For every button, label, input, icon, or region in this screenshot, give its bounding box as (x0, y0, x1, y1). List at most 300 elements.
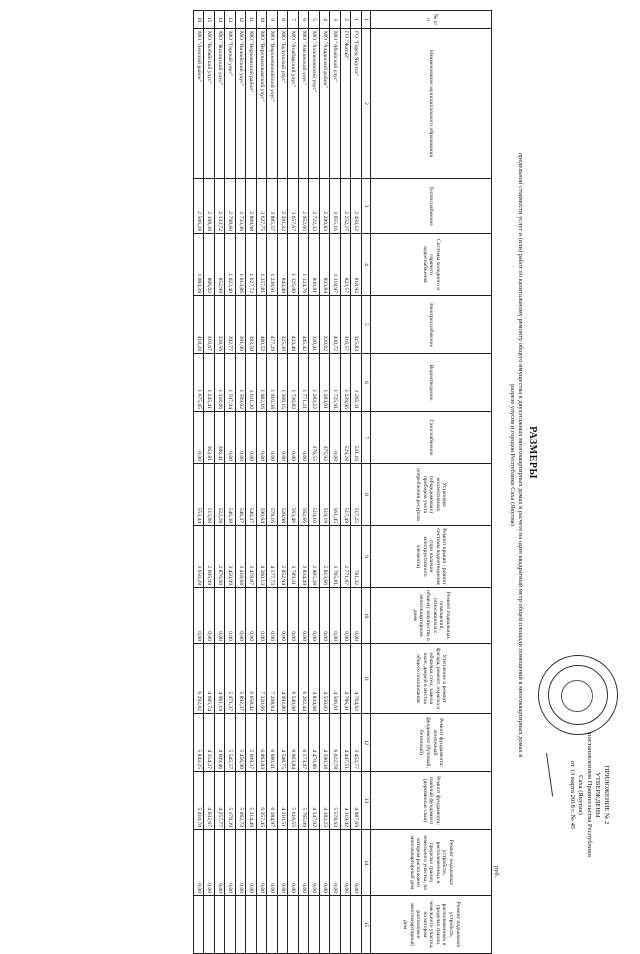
cost-cell: 320,41 (309, 296, 320, 354)
municipality-name: МО "Горный улус" (225, 29, 236, 179)
cost-cell: 4 147,02 (309, 772, 320, 830)
cost-cell: 2 506,28 (194, 179, 205, 234)
cost-cell: 1 771,21 (299, 354, 310, 412)
cost-cell: 2 809,98 (246, 179, 257, 234)
cost-cell: 0,00 (330, 830, 341, 896)
column-number: 2 (362, 29, 371, 179)
column-number: 4 (362, 234, 371, 296)
municipality-name: МО "Верхоянский район" (246, 29, 257, 179)
cost-cell: 480,52 (257, 296, 268, 354)
table-row (320, 11, 331, 954)
cost-cell: 2 201,32 (278, 179, 289, 234)
approval-block (568, 730, 611, 860)
cost-cell: 0,00 (330, 588, 341, 644)
cost-cell: 2 876,60 (215, 526, 226, 588)
column-header-13: Ремонт фундамента: свайный фундамент (деревянные сваи) (371, 772, 492, 830)
cost-cell: 3 834,49 (299, 526, 310, 588)
empty-cell (257, 896, 268, 954)
cost-cell: 553,44 (194, 464, 205, 526)
column-header-4: Системы холодного и горячего водоснабжения (371, 234, 492, 296)
cost-cell: 529,28 (341, 412, 352, 464)
cost-cell: 5 843,25 (194, 714, 205, 772)
column-header-15: Ремонт подъемных устройств, расположенных в пределах границ земельного участка, на котором расположен многоквартирный дом (371, 896, 492, 954)
cost-cell: 3 418,68 (236, 526, 247, 588)
cost-cell: 0,00 (278, 588, 289, 644)
cost-cell: 3 450,99 (225, 526, 236, 588)
cost-cell: 0,00 (299, 588, 310, 644)
cost-cell: 781,32 (351, 526, 362, 588)
row-number: 15 (204, 11, 215, 29)
table-row (204, 11, 215, 954)
cost-cell: 0,00 (351, 588, 362, 644)
cost-cell: 1 265,11 (351, 354, 362, 412)
cost-cell: 4 786,41 (341, 644, 352, 714)
municipality-name: МО "Аллаиховский улус" (309, 29, 320, 179)
cost-cell: 1 027,72 (246, 234, 257, 296)
cost-cell: 6 063,84 (288, 714, 299, 772)
column-header-1: № п/п (371, 11, 492, 29)
column-number: 11 (362, 644, 371, 714)
row-number: 13 (225, 11, 236, 29)
cost-cell: 531,16 (351, 412, 362, 464)
cost-cell: 6 173,47 (299, 714, 310, 772)
cost-cell: 1 023,40 (225, 234, 236, 296)
cost-cell: 4 987,69 (351, 772, 362, 830)
cost-cell: 3 478,87 (246, 526, 257, 588)
cost-cell: 1 238,91 (267, 234, 278, 296)
cost-cell: 0,00 (267, 588, 278, 644)
column-header-2: Наименование муниципального образования (371, 29, 492, 179)
cost-cell: 4 961,19 (215, 644, 226, 714)
cost-cell: 2 798,60 (225, 179, 236, 234)
cost-cell: 546,38 (225, 464, 236, 526)
empty-cell (267, 896, 278, 954)
cost-cell: 5 214,49 (246, 772, 257, 830)
empty-cell (236, 896, 247, 954)
cost-cell: 563,46 (288, 464, 299, 526)
column-header-3: Теплоснабжение (371, 179, 492, 234)
cost-cell: 2 133,72 (215, 179, 226, 234)
document-subtitle: предельной стоимости услуг и (или) работ по капитальному ремонту общего имущества в двухэтажных многоквартирных домах в расчете на один квадратный метр общей площади помещений в многоквартирных домах в разрезе улусов и городов Республики Саха (Якутия) (509, 152, 524, 758)
cost-cell: 3 650,28 (194, 526, 205, 588)
municipality-name: МО "Ленский район" (194, 29, 205, 179)
cost-cell: 4 119,42 (341, 772, 352, 830)
cost-cell: 2 852,94 (278, 526, 289, 588)
cost-cell: 4 210,51 (278, 772, 289, 830)
column-number: 7 (362, 412, 371, 464)
municipality-name: МО "Амгинский улус" (299, 29, 310, 179)
cost-cell: 562,66 (299, 464, 310, 526)
cost-cell: 0,00 (288, 830, 299, 896)
cost-cell: 4 548,75 (278, 714, 289, 772)
cost-cell: 1 124,76 (299, 234, 310, 296)
empty-cell (320, 896, 331, 954)
row-number: 2 (341, 11, 352, 29)
cost-cell: 517,25 (351, 464, 362, 526)
cost-cell: 3 765,81 (330, 526, 341, 588)
cost-cell: 0,00 (236, 588, 247, 644)
municipality-name: ГО "Город Якутск" (351, 29, 362, 179)
cost-cell: 823,57 (341, 234, 352, 296)
row-number: 8 (278, 11, 289, 29)
municipality-name: МО "Алданский район" (320, 29, 331, 179)
cost-cell: 2 108,38 (204, 179, 215, 234)
cost-cell: 1 736,83 (288, 354, 299, 412)
table-row (215, 11, 226, 954)
cost-cell: 0,00 (257, 412, 268, 464)
cost-cell: 0,00 (246, 412, 257, 464)
cost-cell: 522,28 (215, 464, 226, 526)
cost-cell: 4 257,77 (215, 772, 226, 830)
cost-cell: 325,30 (278, 296, 289, 354)
cost-cell: 0,00 (330, 412, 341, 464)
cost-cell: 1 125,00 (288, 234, 299, 296)
cost-cell: 4 470,86 (309, 714, 320, 772)
cost-cell: 1 982,16 (257, 354, 268, 412)
cost-cell: 2 813,66 (320, 526, 331, 588)
cost-cell: 590,64 (257, 464, 268, 526)
cost-cell: 1 283,22 (309, 354, 320, 412)
row-number: 10 (257, 11, 268, 29)
empty-cell (341, 896, 352, 954)
cost-cell: 430,72 (330, 296, 341, 354)
cost-cell: 5 892,37 (236, 644, 247, 714)
column-number: 14 (362, 830, 371, 896)
cost-cell: 433,48 (288, 296, 299, 354)
table-row (278, 11, 289, 954)
cost-cell: 517,49 (341, 464, 352, 526)
unit-label: руб. (493, 866, 500, 878)
handwritten-signature (546, 751, 563, 796)
cost-cell: 5 456,90 (236, 714, 247, 772)
approved-by: постановлением Правительства Республики Саха (Якутия) (577, 733, 593, 857)
row-number: 3 (330, 11, 341, 29)
cost-cell: 0,00 (341, 830, 352, 896)
empty-cell (225, 896, 236, 954)
cost-cell: 1 084,39 (194, 234, 205, 296)
cost-cell: 5 062,73 (236, 772, 247, 830)
cost-cell: 3 885,57 (267, 179, 278, 234)
empty-cell (330, 896, 341, 954)
empty-cell (288, 896, 299, 954)
cost-cell: 1 245,41 (204, 354, 215, 412)
column-header-9: Ремонт крыши / ремонт системы водоотведения (при наличии конструктивного элемента) (371, 526, 492, 588)
cost-cell: 7 208,64 (267, 644, 278, 714)
cost-cell: 0,00 (204, 830, 215, 896)
table-row (225, 11, 236, 954)
approved-label: УТВЕРЖДЕНЫ (594, 772, 602, 818)
cost-cell: 0,00 (204, 588, 215, 644)
cost-cell: 4 764,02 (351, 644, 362, 714)
table-row (267, 11, 278, 954)
cost-cell: 376,55 (309, 412, 320, 464)
column-number: 5 (362, 296, 371, 354)
cost-cell: 0,00 (278, 412, 289, 464)
cost-cell: 0,00 (288, 588, 299, 644)
cost-cell: 1 283,61 (320, 354, 331, 412)
column-number-row (362, 11, 371, 954)
cost-cell: 6 357,45 (257, 772, 268, 830)
column-number: 13 (362, 772, 371, 830)
cost-cell: 316,57 (341, 296, 352, 354)
municipality-name: МО "Кобяйский улус" (204, 29, 215, 179)
row-number: 12 (236, 11, 247, 29)
document-title: РАЗМЕРЫ (527, 426, 538, 479)
cost-cell: 3 055,16 (330, 179, 341, 234)
cost-cell: 0,00 (267, 830, 278, 896)
cost-cell: 5 765,09 (299, 772, 310, 830)
cost-cell: 5 578,63 (330, 772, 341, 830)
cost-cell: 519,19 (320, 464, 331, 526)
municipality-name: ГО "Жатай" (341, 29, 352, 179)
cost-cell: 852,99 (215, 234, 226, 296)
cost-cell: 6 202,44 (299, 644, 310, 714)
municipality-name: МО "Верхневилюйский улус" (267, 29, 278, 179)
official-seal (538, 655, 618, 735)
cost-cell: 2 805,28 (309, 526, 320, 588)
cost-cell: 519,10 (309, 464, 320, 526)
column-header-8: Установка коллективных (общедомовых) приборов учета потребления ресурсов (371, 464, 492, 526)
cost-cell: 6 680,41 (267, 714, 278, 772)
column-header-10: Ремонт подвальных помещений, относящихся к общему имуществу в многоквартирном доме (371, 588, 492, 644)
cost-cell: 4 685,74 (204, 644, 215, 714)
cost-cell: 3 453,77 (351, 714, 362, 772)
approval-date: от 13 марта 2018 г. № 45 (569, 760, 576, 830)
cost-cell: 0,00 (225, 588, 236, 644)
empty-cell (215, 896, 226, 954)
cost-cell: 0,00 (299, 412, 310, 464)
cost-cell: 4 609,46 (215, 714, 226, 772)
appendix-label: ПРИЛОЖЕНИЕ № 2 (603, 765, 610, 825)
cost-cell: 6 863,83 (257, 714, 268, 772)
column-header-6: Водоотведение (371, 354, 492, 412)
cost-cell: 0,00 (288, 412, 299, 464)
cost-cell: 2 252,27 (341, 179, 352, 234)
municipality-name: МО "Абыйский улус" (330, 29, 341, 179)
empty-cell (194, 896, 205, 954)
cost-cell: 375,92 (320, 412, 331, 464)
cost-cell: 1 725,91 (330, 354, 341, 412)
table-row (330, 11, 341, 954)
cost-cell: 830,81 (309, 234, 320, 296)
cost-cell: 520,98 (278, 464, 289, 526)
cost-cell: 1 597,04 (225, 354, 236, 412)
cost-cell: 2 695,99 (204, 526, 215, 588)
empty-cell (299, 896, 310, 954)
cost-cell: 0,00 (215, 830, 226, 896)
cost-cell: 1 118,97 (330, 234, 341, 296)
row-number: 4 (320, 11, 331, 29)
cost-cell: 2 722,33 (309, 179, 320, 234)
cost-cell: 0,00 (194, 412, 205, 464)
cost-cell: 0,00 (194, 588, 205, 644)
cost-cell: 4 992,80 (278, 644, 289, 714)
cost-cell: 5 616,55 (288, 772, 299, 830)
cost-cell: 0,00 (236, 412, 247, 464)
municipality-name: МО "Булунский улус" (278, 29, 289, 179)
cost-cell: 6 292,02 (194, 644, 205, 714)
cost-cell: 1 318,06 (215, 354, 226, 412)
cost-cell: 546,37 (236, 464, 247, 526)
cost-cell: 2 450,12 (351, 179, 362, 234)
municipality-name: МО "Верхнеколымский улус" (257, 29, 268, 179)
cost-cell: 1 239,96 (341, 354, 352, 412)
cost-cell: 6 184,97 (267, 772, 278, 830)
cost-cell: 0,00 (225, 412, 236, 464)
cost-cell: 2 280,83 (320, 179, 331, 234)
table-row (351, 11, 362, 954)
cost-cell: 0,00 (267, 412, 278, 464)
column-header-5: Электроснабжение (371, 296, 492, 354)
row-number: 6 (299, 11, 310, 29)
cost-cell: 0,00 (278, 830, 289, 896)
cost-cell: 2 952,05 (299, 179, 310, 234)
column-header-14: Ремонт подъемных устройств, расположенных в пределах границ земельного участка, на котором расположен многоквартирный дом (371, 830, 492, 896)
cost-cell: 310,67 (204, 296, 215, 354)
cost-cell: 6 022,78 (330, 714, 341, 772)
cost-cell: 445,42 (299, 296, 310, 354)
cost-cell: 4 183,23 (320, 772, 331, 830)
cost-cell: 393,50 (246, 296, 257, 354)
cost-cell: 0,00 (320, 588, 331, 644)
cost-cell: 1 013,86 (236, 234, 247, 296)
cost-cell: 515,08 (204, 464, 215, 526)
cost-cell: 5 545,57 (225, 714, 236, 772)
cost-cell: 4 447,51 (341, 714, 352, 772)
cost-cell: 5 178,39 (225, 772, 236, 830)
cost-cell: 4 590,38 (320, 714, 331, 772)
column-number: 10 (362, 588, 371, 644)
row-number: 11 (246, 11, 257, 29)
cost-cell: 5 971,37 (225, 644, 236, 714)
table-row (194, 11, 205, 954)
municipality-name: МО "Вилюйский улус" (236, 29, 247, 179)
cost-cell: 4 354,27 (204, 714, 215, 772)
column-number: 8 (362, 464, 371, 526)
cost-cell: 546,37 (246, 464, 257, 526)
column-number: 9 (362, 526, 371, 588)
table-row (341, 11, 352, 954)
cost-cell: 0,00 (236, 830, 247, 896)
empty-cell (309, 896, 320, 954)
row-number: 1 (351, 11, 362, 29)
empty-cell (351, 896, 362, 954)
table-row (309, 11, 320, 954)
cost-cell: 4 177,73 (267, 526, 278, 588)
cost-cell: 1 611,30 (246, 354, 257, 412)
empty-cell (278, 896, 289, 954)
cost-cell: 0,00 (299, 830, 310, 896)
cost-cell: 0,00 (351, 830, 362, 896)
cost-cell: 0,00 (225, 830, 236, 896)
cost-cell: 561,45 (330, 464, 341, 526)
table-row (257, 11, 268, 954)
cost-cell: 0,00 (215, 588, 226, 644)
table-body (194, 11, 362, 954)
cost-cell: 0,00 (194, 830, 205, 896)
empty-cell (204, 896, 215, 954)
cost-cell: 4 834,08 (309, 644, 320, 714)
cost-cell: 1 910,38 (267, 354, 278, 412)
municipality-name: МО "Жиганский улус" (215, 29, 226, 179)
municipality-name: МО "Анабарский улус" (288, 29, 299, 179)
cost-cell: 843,40 (278, 234, 289, 296)
cost-cell: 806,02 (204, 234, 215, 296)
cost-cell: 386,41 (215, 412, 226, 464)
column-number: 3 (362, 179, 371, 234)
cost-cell: 328,56 (215, 296, 226, 354)
cost-cell: 4 506,61 (330, 644, 341, 714)
cost-cell: 2 771,87 (341, 526, 352, 588)
cost-cell: 0,00 (246, 830, 257, 896)
table-row (299, 11, 310, 954)
cost-cell: 418,20 (194, 296, 205, 354)
cost-cell: 3 789,31 (288, 526, 299, 588)
column-number: 6 (362, 354, 371, 412)
cost-cell: 5 609,37 (246, 714, 257, 772)
cost-cell: 2 733,36 (236, 179, 247, 234)
cost-cell: 4 032,67 (204, 772, 215, 830)
cost-cell: 6 540,08 (288, 644, 299, 714)
cost-cell: 5 410,70 (194, 772, 205, 830)
column-number: 12 (362, 714, 371, 772)
cost-cell: 320,02 (320, 296, 331, 354)
cost-cell: 0,00 (257, 588, 268, 644)
column-number: 15 (362, 896, 371, 954)
cost-cell: 833,84 (320, 234, 331, 296)
column-header-11: Утепление и ремонт фасада, ремонт, окраска и обшивка стен, замена окон, дверей в местах общего пользования (371, 644, 492, 714)
table-row (246, 11, 257, 954)
cost-cell: 0,00 (246, 588, 257, 644)
row-number: 5 (309, 11, 320, 29)
cost-table (193, 10, 492, 954)
cost-cell: 1 257,81 (257, 234, 268, 296)
column-header-7: Газоснабжение (371, 412, 492, 464)
row-number: 9 (267, 11, 278, 29)
cost-cell: 4 260,13 (257, 526, 268, 588)
table-header-row (371, 11, 492, 954)
cost-cell: 4 550,03 (320, 644, 331, 714)
cost-cell: 578,16 (267, 464, 278, 526)
row-number: 7 (288, 11, 299, 29)
cost-cell: 392,77 (225, 296, 236, 354)
row-number: 16 (194, 11, 205, 29)
empty-cell (246, 896, 257, 954)
cost-cell: 315,83 (351, 296, 362, 354)
cost-cell: 1 675,45 (194, 354, 205, 412)
cost-cell: 1 306,15 (278, 354, 289, 412)
cost-cell: 0,00 (257, 830, 268, 896)
cost-cell: 0,00 (309, 588, 320, 644)
cost-cell: 1 569,62 (236, 354, 247, 412)
cost-cell: 6 058,42 (246, 644, 257, 714)
table-row (288, 11, 299, 954)
cost-cell: 0,00 (341, 588, 352, 644)
cost-cell: 363,81 (204, 412, 215, 464)
column-header-12: Ремонт фундамента: ленточный фундамент (бутовый, бетонный) (371, 714, 492, 772)
cost-cell: 3 057,67 (288, 179, 299, 234)
cost-cell: 477,29 (267, 296, 278, 354)
cost-cell: 7 320,66 (257, 644, 268, 714)
table-row (236, 11, 247, 954)
cost-cell: 0,00 (309, 830, 320, 896)
cost-cell: 818,92 (351, 234, 362, 296)
cost-cell: 3 627,75 (257, 179, 268, 234)
cost-cell: 0,00 (320, 830, 331, 896)
column-number: 1 (362, 11, 371, 29)
cost-cell: 391,90 (236, 296, 247, 354)
row-number: 14 (215, 11, 226, 29)
